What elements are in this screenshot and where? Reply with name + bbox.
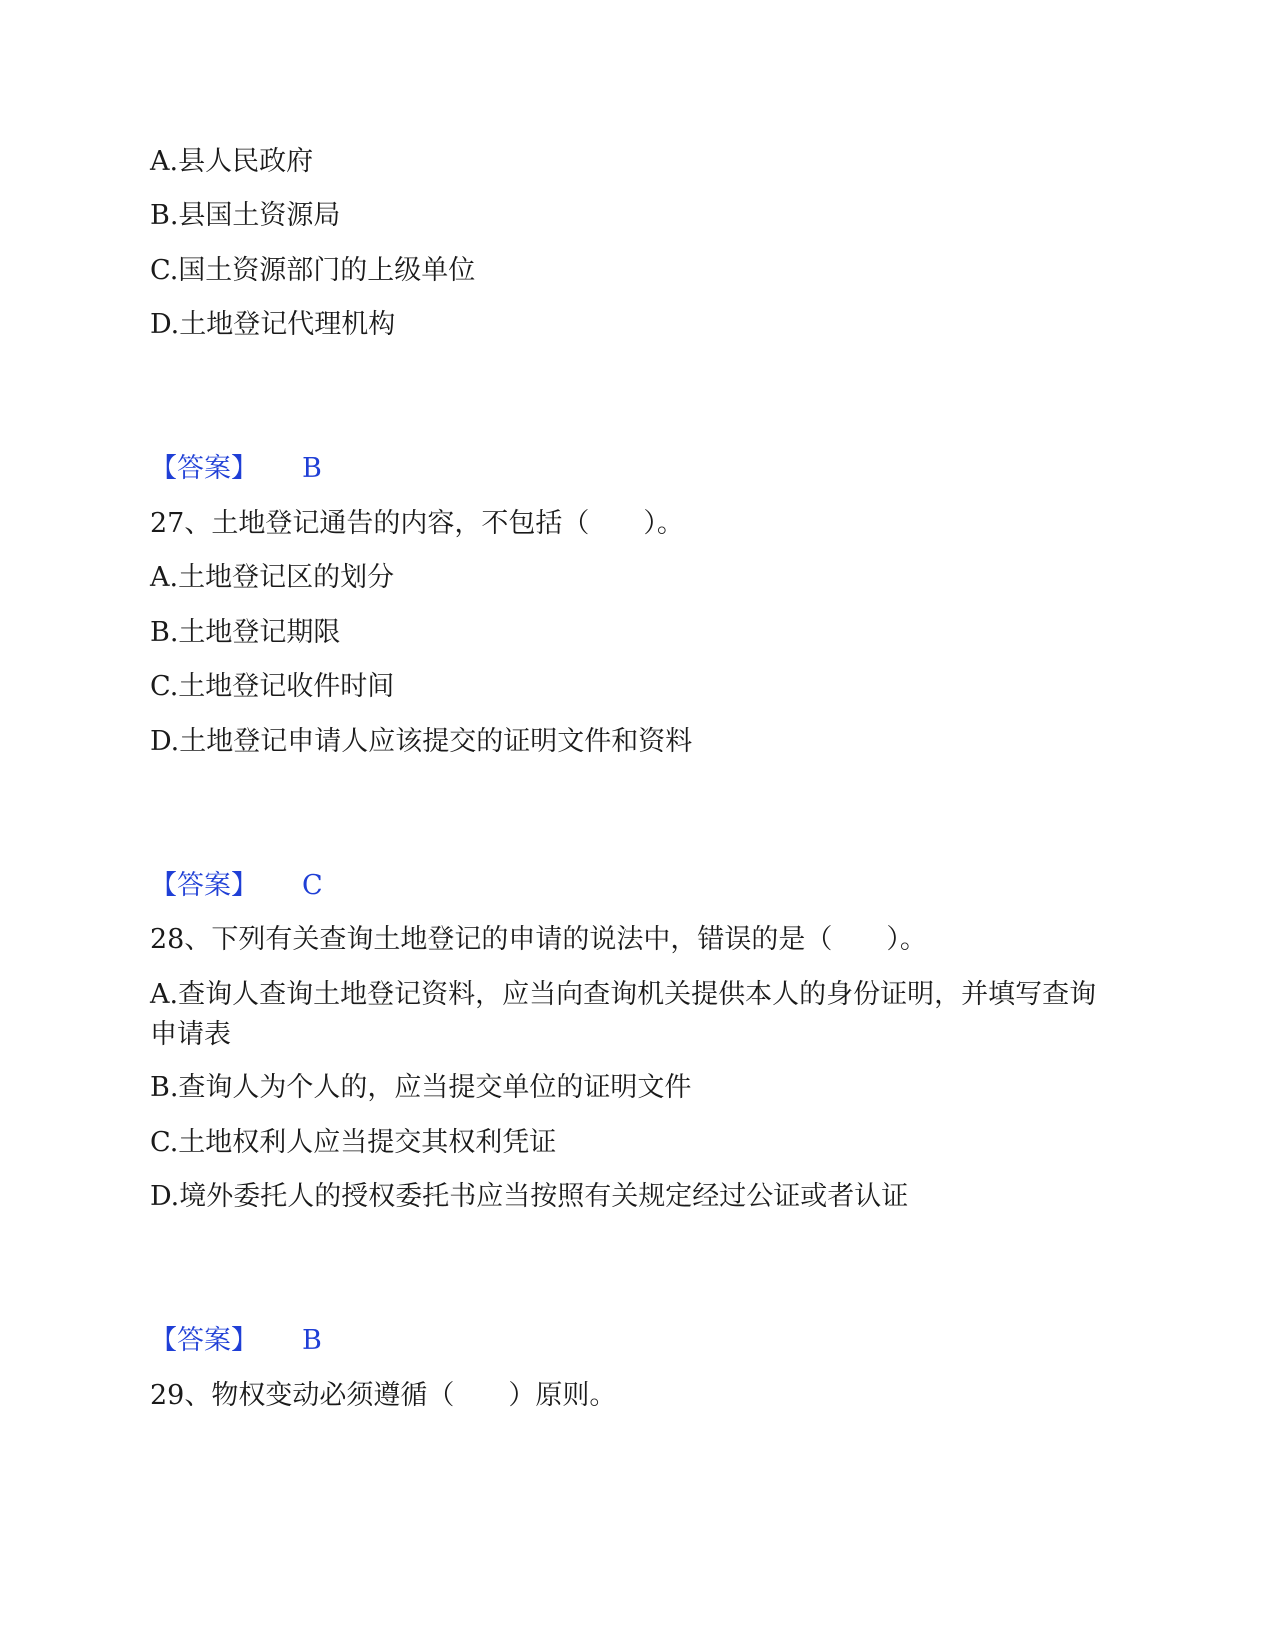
q26-option-b: B.县国土资源局 xyxy=(150,200,341,231)
answer-label: 【答案】 xyxy=(150,870,258,901)
q27-option-b: B.土地登记期限 xyxy=(150,617,341,648)
q27-option-d: D.土地登记申请人应该提交的证明文件和资料 xyxy=(150,726,693,757)
q26-answer xyxy=(150,449,322,489)
q26-option-a: A.县人民政府 xyxy=(150,146,314,177)
q26-option-d: D.土地登记代理机构 xyxy=(150,309,396,340)
q27-answer xyxy=(150,866,323,906)
answer-label: 【答案】 xyxy=(150,1325,258,1356)
q28-option-c: C.土地权利人应当提交其权利凭证 xyxy=(150,1127,557,1158)
q26-option-c: C.国土资源部门的上级单位 xyxy=(150,255,476,286)
answer-value: B xyxy=(302,453,322,484)
q27-question: 27、土地登记通告的内容，不包括（ ）。 xyxy=(150,508,684,539)
answer-value: C xyxy=(302,870,323,901)
q27-option-c: C.土地登记收件时间 xyxy=(150,671,395,702)
answer-label: 【答案】 xyxy=(150,453,258,484)
q28-option-b: B.查询人为个人的，应当提交单位的证明文件 xyxy=(150,1072,692,1103)
q28-answer xyxy=(150,1321,322,1361)
q27-option-a: A.土地登记区的划分 xyxy=(150,562,395,593)
answer-value: B xyxy=(302,1325,322,1356)
q28-option-a: A.查询人查询土地登记资料，应当向查询机关提供本人的身份证明，并填写查询申请表 xyxy=(150,979,1097,1050)
q29-question: 29、物权变动必须遵循（ ）原则。 xyxy=(150,1380,617,1411)
q28-question: 28、下列有关查询土地登记的申请的说法中，错误的是（ ）。 xyxy=(150,924,927,955)
q28-option-d: D.境外委托人的授权委托书应当按照有关规定经过公证或者认证 xyxy=(150,1181,909,1212)
